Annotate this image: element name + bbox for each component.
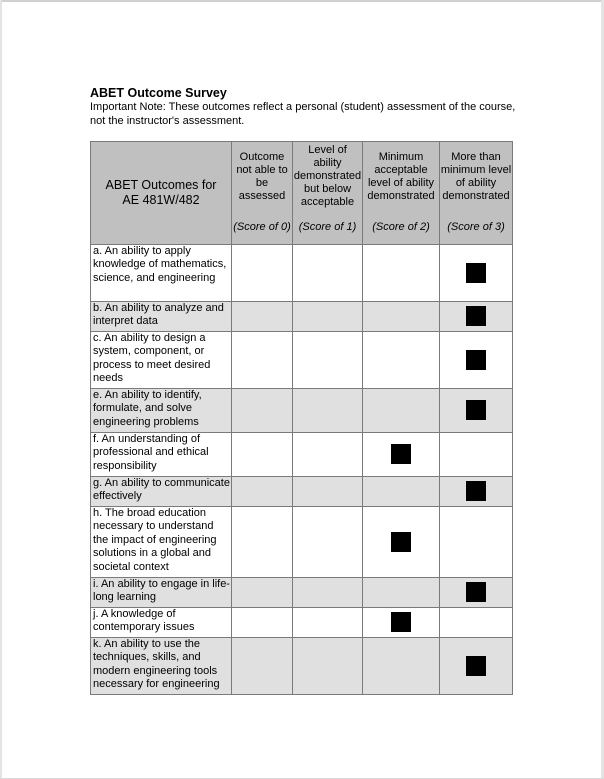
outcome-survey-table: [90, 141, 513, 695]
outcomes-column-header: [91, 142, 232, 245]
score-label-2: [363, 212, 440, 245]
outcome-description: j. A knowledge of contemporary issues: [91, 607, 232, 637]
column-header-label: Outcome not able to be assessed: [236, 150, 288, 202]
score-cell-3[interactable]: [440, 244, 513, 301]
score-cell-1[interactable]: [293, 607, 363, 637]
score-cell-3[interactable]: [440, 476, 513, 506]
score-cell-1[interactable]: [293, 506, 363, 577]
viewer-left-border: [0, 0, 2, 779]
score-cell-1[interactable]: [293, 476, 363, 506]
outcome-description: e. An ability to identify, formulate, and solve engineering problems: [91, 388, 232, 432]
score-cell-0[interactable]: [232, 244, 293, 301]
score-label-3: [440, 212, 513, 245]
table-row: [91, 301, 513, 331]
score-cell-3[interactable]: [440, 301, 513, 331]
outcome-description: f. An understanding of professional and ethical responsibility: [91, 432, 232, 476]
column-header-label: Level of ability demonstrated but below acceptable: [293, 144, 362, 209]
column-header-score-0: [232, 142, 293, 212]
column-header-label: More than minimum level of ability demonstrated: [440, 150, 512, 202]
table-row: [91, 244, 513, 301]
column-header-score-3: [440, 142, 513, 212]
score-cell-3[interactable]: [440, 607, 513, 637]
outcome-description: g. An ability to communicate effectively: [91, 476, 232, 506]
selected-mark: [466, 306, 486, 326]
selected-mark: [466, 582, 486, 602]
score-cell-0[interactable]: [232, 577, 293, 607]
score-cell-3[interactable]: [440, 577, 513, 607]
score-cell-0[interactable]: [232, 607, 293, 637]
score-label-text: (Score of 2): [372, 221, 430, 233]
score-label-text: (Score of 0): [233, 221, 291, 233]
outcome-description: a. An ability to apply knowledge of mathematics, science, and engineering: [91, 244, 232, 301]
selected-mark: [391, 444, 411, 464]
outcomes-header-label: ABET Outcomes for AE 481W/482: [105, 177, 217, 207]
score-label-1: [293, 212, 363, 245]
selected-mark: [391, 612, 411, 632]
score-cell-1[interactable]: [293, 577, 363, 607]
score-cell-1[interactable]: [293, 301, 363, 331]
score-cell-2[interactable]: [363, 432, 440, 476]
column-header-score-2: [363, 142, 440, 212]
score-label-text: (Score of 3): [447, 221, 505, 233]
score-cell-3[interactable]: [440, 331, 513, 388]
page-title: ABET Outcome Survey: [90, 86, 227, 100]
selected-mark: [466, 263, 486, 283]
score-cell-2[interactable]: [363, 476, 440, 506]
score-cell-0[interactable]: [232, 637, 293, 694]
score-cell-3[interactable]: [440, 506, 513, 577]
score-label-0: [232, 212, 293, 245]
score-cell-0[interactable]: [232, 301, 293, 331]
column-header-score-1: [293, 142, 363, 212]
table-row: [91, 577, 513, 607]
score-cell-0[interactable]: [232, 506, 293, 577]
selected-mark: [391, 532, 411, 552]
score-cell-3[interactable]: [440, 388, 513, 432]
table-row: [91, 607, 513, 637]
important-note: Important Note: These outcomes reflect a personal (student) assessment of the course, not the instructor's assessment.: [90, 101, 516, 127]
outcome-description: i. An ability to engage in life-long learning: [91, 577, 232, 607]
score-cell-1[interactable]: [293, 637, 363, 694]
column-header-label: Minimum acceptable level of ability demonstrated: [367, 150, 435, 202]
table-row: [91, 506, 513, 577]
viewer-top-border: [0, 0, 604, 2]
score-cell-0[interactable]: [232, 388, 293, 432]
selected-mark: [466, 481, 486, 501]
score-cell-2[interactable]: [363, 607, 440, 637]
survey-table-body: [91, 244, 513, 694]
table-row: [91, 637, 513, 694]
score-cell-1[interactable]: [293, 432, 363, 476]
score-cell-0[interactable]: [232, 331, 293, 388]
score-cell-2[interactable]: [363, 637, 440, 694]
score-cell-3[interactable]: [440, 637, 513, 694]
score-cell-2[interactable]: [363, 331, 440, 388]
selected-mark: [466, 656, 486, 676]
outcome-description: c. An ability to design a system, component, or process to meet desired needs: [91, 331, 232, 388]
score-cell-2[interactable]: [363, 244, 440, 301]
table-row: [91, 476, 513, 506]
selected-mark: [466, 350, 486, 370]
score-cell-0[interactable]: [232, 476, 293, 506]
score-cell-2[interactable]: [363, 388, 440, 432]
score-cell-0[interactable]: [232, 432, 293, 476]
score-cell-2[interactable]: [363, 506, 440, 577]
outcome-description: k. An ability to use the techniques, skills, and modern engineering tools necessary for engineering: [91, 637, 232, 694]
outcome-description: h. The broad education necessary to understand the impact of engineering solutions in a global and societal context: [91, 506, 232, 577]
score-cell-3[interactable]: [440, 432, 513, 476]
score-cell-1[interactable]: [293, 331, 363, 388]
score-label-text: (Score of 1): [298, 221, 357, 233]
outcome-description: b. An ability to analyze and interpret data: [91, 301, 232, 331]
score-cell-1[interactable]: [293, 244, 363, 301]
table-row: [91, 432, 513, 476]
table-row: [91, 331, 513, 388]
score-cell-2[interactable]: [363, 301, 440, 331]
selected-mark: [466, 400, 486, 420]
score-cell-2[interactable]: [363, 577, 440, 607]
score-cell-1[interactable]: [293, 388, 363, 432]
table-row: [91, 388, 513, 432]
document-page: [90, 86, 520, 128]
